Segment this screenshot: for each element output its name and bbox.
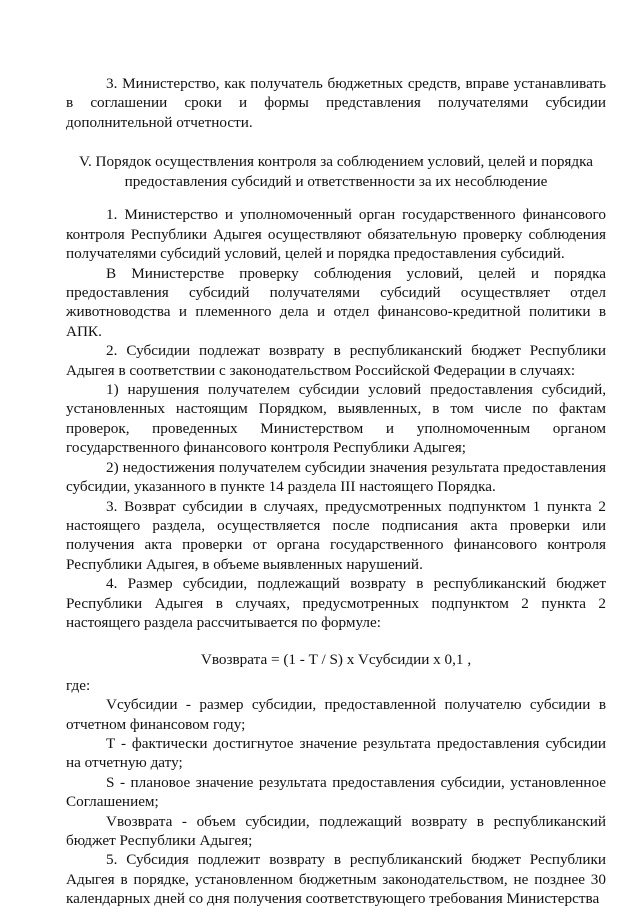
paragraph-1-control: 1. Министерство и уполномоченный орган государственного финансового контроля Республики Адыгея осуществляют обязательную проверку соблюдения получателями субсидий условий, целей и порядка предоставления субсидий. (66, 206, 606, 263)
paragraph-2-case-2: 2) недостижения получателем субсидии значения результата предоставления субсидии, указанного в пункте 14 раздела III настоящего Порядка. (66, 458, 606, 496)
refund-formula: Vвозврата = (1 - T / S) x Vсубсидии x 0,1 , (200, 651, 472, 669)
paragraph-2-refund: 2. Субсидии подлежат возврату в республиканский бюджет Республики Адыгея в соответствии с законодательством Российской Федерации в случаях: (66, 342, 606, 379)
section-heading: V. Порядок осуществления контроля за соблюдением условий, целей и порядка предоставления субсидий и ответственности за их несоблюдение (78, 153, 594, 190)
paragraph-ministry-check: В Министерстве проверку соблюдения условий, целей и порядка предоставления субсидий получателями субсидий осуществляет отдел животноводства и племенного дела и отдел финансово-кредитной политики в АПК. (66, 264, 606, 340)
paragraph-3-refund-procedure: 3. Возврат субсидии в случаях, предусмотренных подпунктом 1 пункта 2 настоящего раздела, осуществляется после подписания акта проверки или получения акта проверки от органа государственного финансового контроля Республики Адыгея, в объеме выявленных нарушений. (66, 497, 606, 573)
paragraph-3-reporting: 3. Министерство, как получатель бюджетных средств, вправе устанавливать в соглашении сроки и формы представления получателями субсидии дополнительной отчетности. (66, 75, 606, 131)
paragraph-4-refund-amount: 4. Размер субсидии, подлежащий возврату в республиканский бюджет Республики Адыгея в случаях, предусмотренных подпунктом 2 пункта 2 настоящего раздела рассчитывается по формуле: (66, 575, 606, 631)
definition-v-refund: Vвозврата - объем субсидии, подлежащий возврату в республиканский бюджет Республики Адыгея; (66, 812, 606, 849)
definition-s: S - плановое значение результата предоставления субсидии, установленное Соглашением; (66, 773, 606, 811)
paragraph-2-case-1: 1) нарушения получателем субсидии условий предоставления субсидий, установленных настоящим Порядком, выявленных, в том числе по фактам проверок, проведенных Министерством и уполномоченным органом государственного финансового контроля Республики Адыгея; (66, 381, 606, 457)
paragraph-5-refund-deadline: 5. Субсидия подлежит возврату в республиканский бюджет Республики Адыгея в порядке, установленном бюджетным законодательством, не позднее 30 календарных дней со дня получения соответствующего требования Министерства (66, 851, 606, 908)
where-label: где: (66, 676, 91, 694)
definition-t: T - фактически достигнутое значение результата предоставления субсидии на отчетную дату; (66, 734, 606, 772)
definition-v-subsidy: Vсубсидии - размер субсидии, предоставленной получателю субсидии в отчетном финансовом году; (66, 696, 606, 733)
